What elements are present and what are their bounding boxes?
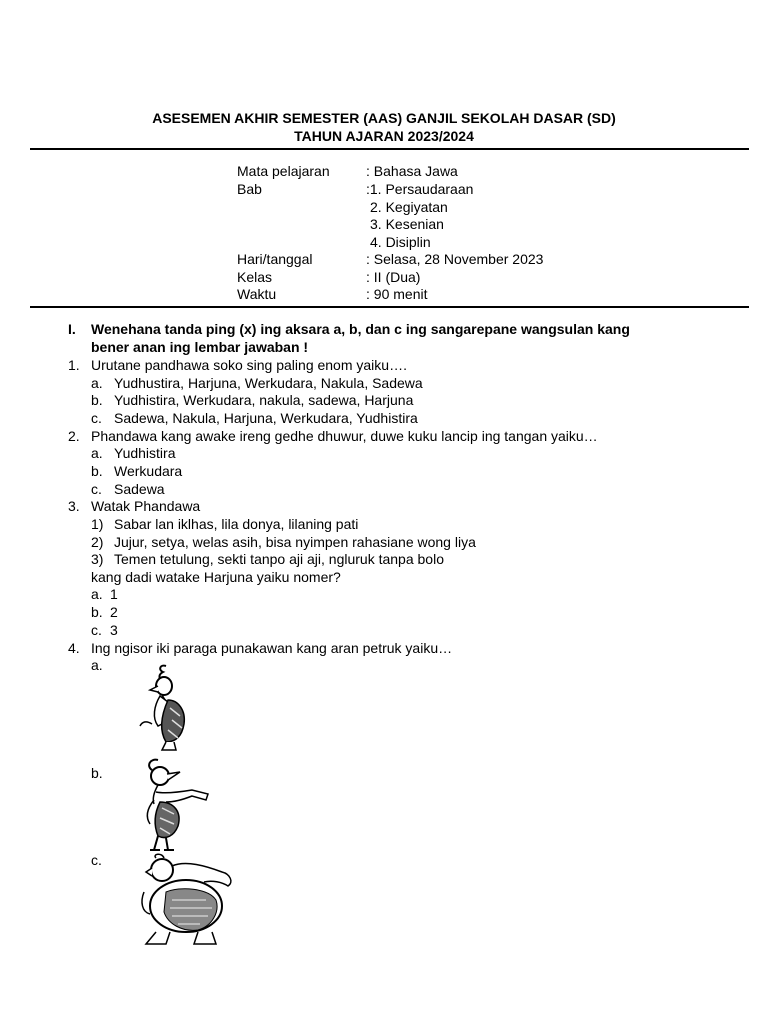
option-mark: a. bbox=[91, 375, 103, 391]
wayang-figure-longnose-icon bbox=[136, 756, 216, 857]
question-number: 3. bbox=[68, 498, 80, 514]
question-prompt: kang dadi watake Harjuna yaiku nomer? bbox=[91, 569, 341, 585]
question-text: Urutane pandhawa soko sing paling enom yaiku…. bbox=[91, 357, 407, 373]
info-bab-item: :1. Persaudaraan bbox=[366, 181, 474, 197]
section-instruction-line2: bener anan ing lembar jawaban ! bbox=[91, 339, 309, 355]
statement-mark: 3) bbox=[91, 551, 104, 567]
statement-text: Temen tetulung, sekti tanpo aji aji, ngluruk tanpa bolo bbox=[114, 551, 444, 567]
info-waktu-value: : 90 menit bbox=[366, 286, 428, 302]
question-text: Watak Phandawa bbox=[91, 498, 201, 514]
header-rule-top bbox=[30, 148, 749, 150]
option-text: 1 bbox=[110, 586, 118, 602]
info-bab-label: Bab bbox=[237, 181, 262, 197]
info-bab-item: 4. Disiplin bbox=[370, 234, 431, 250]
option-mark: c. bbox=[91, 410, 102, 426]
option-mark: b. bbox=[91, 604, 103, 620]
info-hari-value: : Selasa, 28 November 2023 bbox=[366, 251, 544, 267]
info-bab-item: 3. Kesenian bbox=[370, 216, 444, 232]
option-text: Yudhustira, Harjuna, Werkudara, Nakula, Sadewa bbox=[114, 375, 423, 391]
statement-mark: 2) bbox=[91, 534, 104, 550]
info-mapel-value: : Bahasa Jawa bbox=[366, 163, 458, 179]
header-rule-bottom bbox=[30, 306, 749, 308]
option-mark: a. bbox=[91, 586, 103, 602]
section-number: I. bbox=[68, 321, 76, 337]
option-text: 3 bbox=[110, 622, 118, 638]
question-number: 4. bbox=[68, 640, 80, 656]
statement-text: Jujur, setya, welas asih, bisa nyimpen rahasiane wong liya bbox=[114, 534, 476, 550]
statement-text: Sabar lan iklhas, lila donya, lilaning pati bbox=[114, 516, 359, 532]
option-text: Yudhistira, Werkudara, nakula, sadewa, Harjuna bbox=[114, 392, 414, 408]
option-mark: a. bbox=[91, 445, 103, 461]
info-kelas-label: Kelas bbox=[237, 269, 273, 285]
info-hari-label: Hari/tanggal bbox=[237, 251, 313, 267]
option-mark: b. bbox=[91, 392, 103, 408]
exam-title-line1: ASESEMEN AKHIR SEMESTER (AAS) GANJIL SEKOLAH DASAR (SD) bbox=[152, 110, 616, 126]
info-mapel-label: Mata pelajaran bbox=[237, 163, 330, 179]
wayang-figure-round-icon bbox=[136, 852, 236, 951]
info-waktu-label: Waktu bbox=[237, 286, 277, 302]
info-kelas-value: : II (Dua) bbox=[366, 269, 421, 285]
section-instruction-line1: Wenehana tanda ping (x) ing aksara a, b, dan c ing sangarepane wangsulan kang bbox=[91, 321, 630, 337]
option-mark: b. bbox=[91, 765, 103, 781]
option-text: Sadewa, Nakula, Harjuna, Werkudara, Yudhistira bbox=[114, 410, 418, 426]
option-mark: c. bbox=[91, 852, 102, 868]
question-text: Ing ngisor iki paraga punakawan kang aran petruk yaiku… bbox=[91, 640, 453, 656]
question-number: 1. bbox=[68, 357, 80, 373]
question-text: Phandawa kang awake ireng gedhe dhuwur, duwe kuku lancip ing tangan yaiku… bbox=[91, 428, 598, 444]
option-mark: a. bbox=[91, 657, 103, 673]
statement-mark: 1) bbox=[91, 516, 104, 532]
info-bab-item: 2. Kegiyatan bbox=[370, 199, 448, 215]
option-mark: b. bbox=[91, 463, 103, 479]
question-number: 2. bbox=[68, 428, 80, 444]
option-text: Werkudara bbox=[114, 463, 183, 479]
exam-title-line2: TAHUN AJARAN 2023/2024 bbox=[294, 128, 474, 144]
option-mark: c. bbox=[91, 622, 102, 638]
wayang-figure-thin-icon bbox=[136, 662, 206, 755]
option-text: 2 bbox=[110, 604, 118, 620]
option-text: Sadewa bbox=[114, 481, 165, 497]
option-text: Yudhistira bbox=[114, 445, 176, 461]
option-mark: c. bbox=[91, 481, 102, 497]
